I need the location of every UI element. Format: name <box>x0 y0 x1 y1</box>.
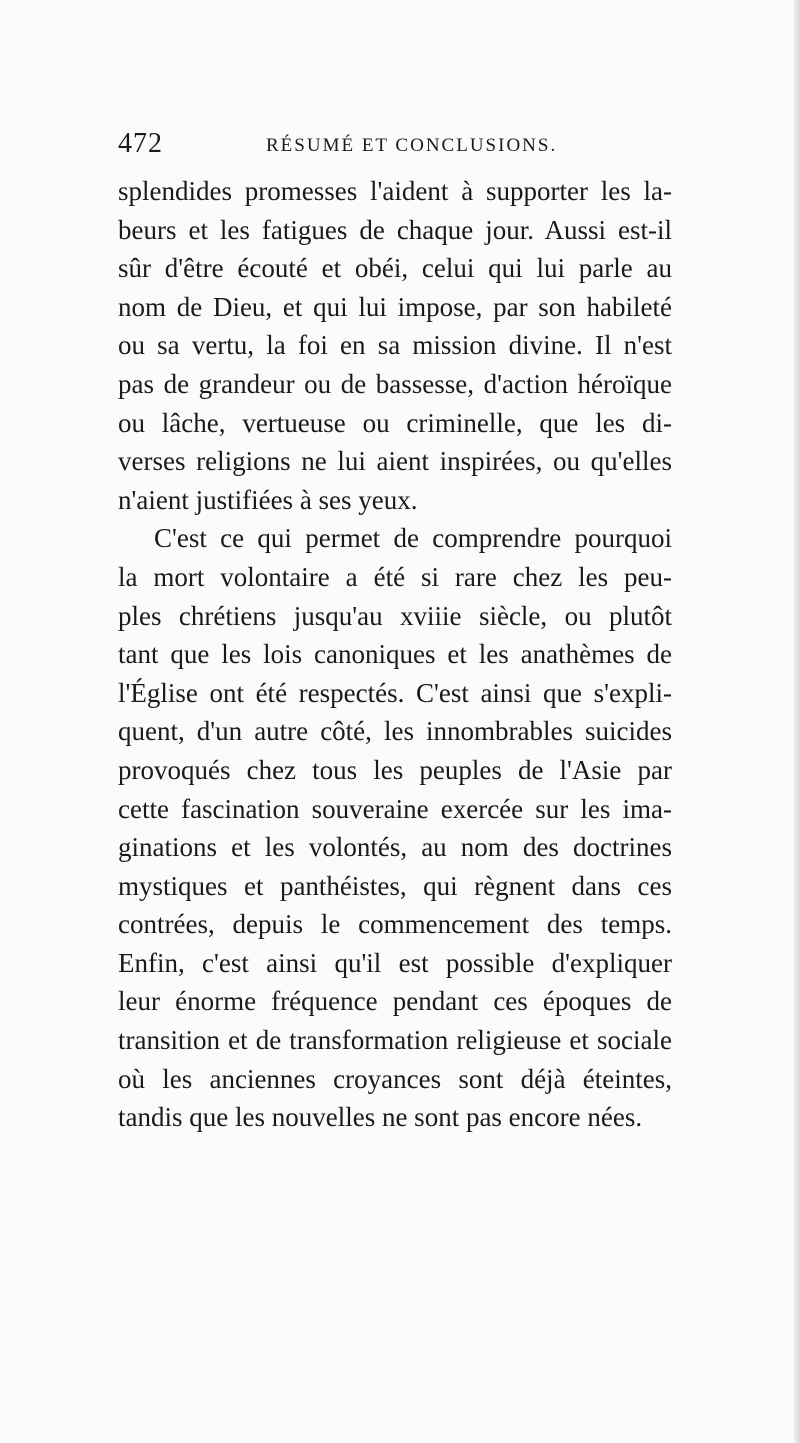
text-line: tant que les lois canoniques et les anathèmes de <box>118 639 672 670</box>
text-line: transition et de transformation religieuse et sociale <box>118 1025 672 1056</box>
running-head: RÉSUMÉ ET CONCLUSIONS. <box>266 135 558 156</box>
text-line: nom de Dieu, et qui lui impose, par son habileté <box>118 291 672 322</box>
text-line: pas de grandeur ou de bassesse, d'action héroïque <box>118 368 672 399</box>
text-line: ou lâche, vertueuse ou criminelle, que les di- <box>118 407 672 438</box>
text-line: la mort volontaire a été si rare chez les peu- <box>118 561 672 592</box>
text-line: cette fascination souveraine exercée sur les ima- <box>118 793 672 824</box>
text-line: ou sa vertu, la foi en sa mission divine. Il n'est <box>118 330 672 361</box>
text-line: où les anciennes croyances sont déjà éteintes, <box>118 1063 672 1094</box>
paragraph-start-line: C'est ce qui permet de comprendre pourquoi <box>154 523 672 554</box>
text-line: leur énorme fréquence pendant ces époques de <box>118 986 672 1017</box>
text-line: quent, d'un autre côté, les innombrables suicides <box>118 716 672 747</box>
text-line: verses religions ne lui aient inspirées, ou qu'elles <box>118 446 672 477</box>
page-edge-shadow <box>794 0 800 1443</box>
text-line: ples chrétiens jusqu'au xviiie siècle, ou plutôt <box>118 600 672 631</box>
text-line: contrées, depuis le commencement des temps. <box>118 909 672 940</box>
text-line: splendides promesses l'aident à supporter les la- <box>118 176 672 206</box>
text-line: l'Église ont été respectés. C'est ainsi que s'expli- <box>118 677 672 708</box>
page-header <box>118 128 678 168</box>
text-line: beurs et les fatigues de chaque jour. Aussi est-il <box>118 214 672 245</box>
text-line: tandis que les nouvelles ne sont pas encore nées. <box>118 1102 643 1133</box>
text-line: mystiques et panthéistes, qui règnent dans ces <box>118 870 672 901</box>
text-line: Enfin, c'est ainsi qu'il est possible d'expliquer <box>118 947 672 978</box>
page-number: 472 <box>118 128 163 159</box>
text-line: ginations et les volontés, au nom des doctrines <box>118 832 672 863</box>
text-line: sûr d'être écouté et obéi, celui qui lui parle au <box>118 253 672 284</box>
text-line: n'aient justifiées à ses yeux. <box>118 484 418 515</box>
body-text <box>118 172 672 1137</box>
text-line: provoqués chez tous les peuples de l'Asie par <box>118 754 672 785</box>
